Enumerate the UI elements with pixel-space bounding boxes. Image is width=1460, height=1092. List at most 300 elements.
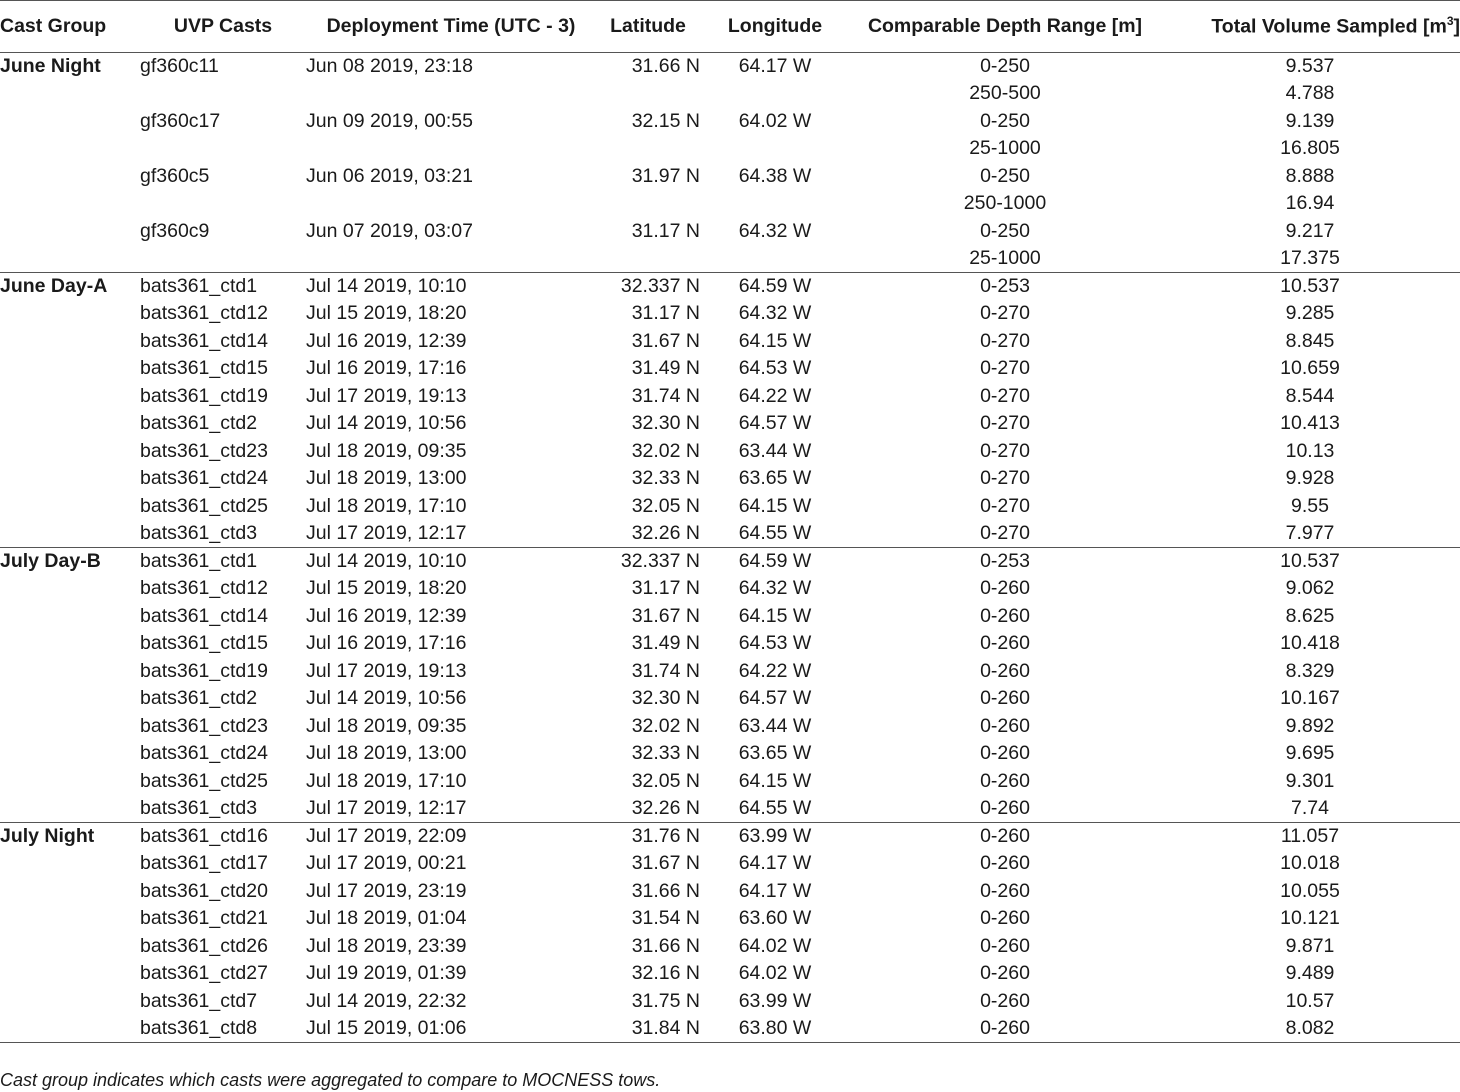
uvp-cast-cell: gf360c17 (140, 109, 221, 132)
cast-group-cell (0, 630, 140, 658)
uvp-cast-cell: bats361_ctd3 (140, 522, 258, 544)
total-volume-cell: 8.082 (1160, 1015, 1460, 1043)
depth-range-cell: 0-260 (980, 989, 1030, 1012)
uvp-cast-cell: bats361_ctd16 (140, 823, 306, 851)
deployment-time-cell: Jul 18 2019, 09:35 (306, 439, 467, 462)
header-uvp-casts: UVP Casts (140, 1, 306, 53)
table-row (0, 410, 1460, 438)
table-row (0, 163, 1460, 191)
longitude-cell: 64.22 W (738, 659, 812, 682)
uvp-cast-cell: gf360c5 (140, 164, 210, 187)
latitude-cell: 31.66 N (631, 879, 700, 902)
deployment-time-cell: Jul 16 2019, 17:16 (306, 357, 467, 380)
header-row (0, 1, 1460, 53)
depth-range-cell: 0-260 (980, 934, 1030, 957)
latitude-cell: 31.67 N (631, 329, 700, 352)
table-footnote: Cast group indicates which casts were aggregated to compare to MOCNESS tows. (0, 1070, 661, 1090)
cast-group-cell (0, 245, 140, 273)
depth-range-cell: 0-270 (980, 522, 1030, 544)
table-row (0, 135, 1460, 163)
uvp-cast-cell: bats361_ctd20 (140, 879, 268, 902)
uvp-cast-cell: bats361_ctd26 (140, 934, 268, 957)
total-volume-cell: 7.977 (1285, 522, 1335, 544)
total-volume-cell: 10.055 (1280, 879, 1340, 902)
header-cast-group: Cast Group (0, 1, 140, 53)
table-row (0, 823, 1460, 851)
table-row (0, 988, 1460, 1016)
cast-group-cell: July Day-B (0, 548, 140, 576)
total-volume-cell: 8.329 (1285, 659, 1335, 682)
uvp-cast-cell: bats361_ctd25 (140, 769, 268, 792)
longitude-cell: 64.57 W (738, 687, 812, 710)
latitude-cell: 32.05 N (631, 769, 700, 792)
header-total-volume (1160, 1, 1460, 53)
total-volume-cell: 10.13 (1285, 439, 1335, 462)
latitude-cell (596, 135, 700, 163)
total-volume-cell: 4.788 (1285, 82, 1335, 105)
cast-group-cell (0, 603, 140, 631)
table-row (0, 273, 1460, 301)
uvp-cast-cell: bats361_ctd12 (140, 302, 268, 325)
depth-range-cell: 25-1000 (969, 137, 1041, 160)
cast-group-cell (0, 988, 140, 1016)
depth-range-cell: 0-250 (980, 164, 1030, 187)
total-volume-cell: 9.55 (1291, 494, 1329, 517)
deployment-time-cell: Jul 16 2019, 12:39 (306, 604, 467, 627)
table-row (0, 878, 1460, 906)
longitude-cell: 63.80 W (700, 1015, 850, 1043)
cast-group-cell (0, 850, 140, 878)
depth-range-cell: 0-270 (980, 302, 1030, 325)
uvp-cast-cell: bats361_ctd25 (140, 494, 268, 517)
cast-group-cell (0, 878, 140, 906)
cast-group-cell (0, 355, 140, 383)
depth-range-cell: 0-260 (980, 852, 1030, 875)
table-row (0, 300, 1460, 328)
table-row (0, 355, 1460, 383)
uvp-cast-cell: bats361_ctd12 (140, 577, 268, 600)
uvp-cast-cell: bats361_ctd23 (140, 439, 268, 462)
longitude-cell: 64.15 W (738, 769, 812, 792)
total-volume-cell: 17.375 (1280, 247, 1340, 269)
longitude-cell: 64.32 W (738, 577, 812, 600)
total-volume-cell: 9.139 (1285, 109, 1335, 132)
total-volume-cell: 10.018 (1280, 852, 1340, 875)
deployment-time-cell: Jul 18 2019, 17:10 (306, 769, 467, 792)
cast-group-cell (0, 575, 140, 603)
uvp-cast-cell: gf360c11 (140, 55, 219, 77)
deployment-time-cell: Jul 18 2019, 09:35 (306, 714, 467, 737)
latitude-cell: 32.26 N (631, 522, 700, 544)
longitude-cell: 63.65 W (738, 742, 812, 765)
depth-range-cell: 0-260 (980, 962, 1030, 985)
uvp-cast-cell: bats361_ctd2 (140, 687, 258, 710)
cast-group-cell (0, 410, 140, 438)
table-row (0, 328, 1460, 356)
latitude-cell: 31.66 N (631, 55, 700, 77)
longitude-cell: 64.38 W (738, 164, 812, 187)
depth-range-cell: 0-270 (980, 329, 1030, 352)
table-row (0, 245, 1460, 273)
deployment-time-cell: Jul 18 2019, 23:39 (306, 934, 467, 957)
depth-range-cell: 0-250 (980, 219, 1030, 242)
latitude-cell (596, 245, 700, 273)
table-row (0, 575, 1460, 603)
depth-range-cell: 0-260 (980, 714, 1030, 737)
deployment-time-cell: Jul 16 2019, 12:39 (306, 329, 467, 352)
deployment-time-cell (306, 245, 596, 273)
longitude-cell: 64.15 W (738, 604, 812, 627)
latitude-cell: 31.74 N (631, 659, 700, 682)
deployment-time-cell: Jul 14 2019, 10:56 (306, 412, 467, 435)
cast-group-cell (0, 300, 140, 328)
longitude-cell: 64.17 W (738, 55, 812, 77)
depth-range-cell: 0-270 (980, 439, 1030, 462)
latitude-cell: 31.66 N (631, 934, 700, 957)
deployment-time-cell: Jul 18 2019, 01:04 (306, 907, 467, 930)
longitude-cell: 64.17 W (738, 879, 812, 902)
longitude-cell (700, 190, 850, 218)
longitude-cell: 63.44 W (738, 714, 812, 737)
depth-range-cell: 0-270 (980, 494, 1030, 517)
latitude-cell: 31.84 N (596, 1015, 700, 1043)
total-volume-cell: 10.418 (1280, 632, 1340, 655)
depth-range-cell: 0-260 (980, 604, 1030, 627)
cast-group-cell (0, 328, 140, 356)
cast-group-cell (0, 768, 140, 796)
longitude-cell: 64.53 W (738, 632, 812, 655)
latitude-cell: 31.74 N (631, 384, 700, 407)
total-volume-cell: 9.871 (1285, 934, 1335, 957)
latitude-cell: 32.16 N (631, 962, 700, 985)
longitude-cell: 64.22 W (738, 384, 812, 407)
deployment-time-cell (306, 135, 596, 163)
cast-group-cell (0, 960, 140, 988)
table-row (0, 190, 1460, 218)
total-volume-cell: 9.537 (1285, 55, 1335, 77)
cast-group-cell (0, 520, 140, 548)
total-volume-cell: 9.062 (1285, 577, 1335, 600)
table-row (0, 630, 1460, 658)
uvp-cast-cell (140, 190, 306, 218)
uvp-cast-cell: bats361_ctd8 (140, 1015, 306, 1043)
table-row (0, 768, 1460, 796)
deployment-time-cell: Jun 06 2019, 03:21 (306, 164, 473, 187)
uvp-cast-cell: bats361_ctd15 (140, 357, 268, 380)
table-row (0, 960, 1460, 988)
latitude-cell: 32.337 N (596, 548, 700, 576)
latitude-cell: 32.33 N (631, 742, 700, 765)
latitude-cell: 31.97 N (631, 164, 700, 187)
cast-group-cell: June Day-A (0, 273, 140, 301)
depth-range-cell: 0-270 (980, 412, 1030, 435)
deployment-time-cell: Jul 15 2019, 18:20 (306, 302, 467, 325)
deployment-time-cell: Jul 14 2019, 10:10 (306, 548, 596, 576)
depth-range-cell: 0-260 (980, 687, 1030, 710)
depth-range-cell: 0-250 (980, 55, 1030, 77)
depth-range-cell: 250-500 (969, 82, 1041, 105)
header-latitude: Latitude (596, 1, 700, 53)
table-row (0, 465, 1460, 493)
cast-group-cell (0, 465, 140, 493)
longitude-cell: 63.44 W (738, 439, 812, 462)
total-volume-cell: 8.845 (1285, 329, 1335, 352)
deployment-time-cell: Jun 07 2019, 03:07 (306, 219, 473, 242)
table-row (0, 218, 1460, 246)
deployment-time-cell: Jul 18 2019, 17:10 (306, 494, 467, 517)
deployment-time-cell: Jul 17 2019, 12:17 (306, 797, 467, 819)
depth-range-cell: 0-260 (850, 823, 1160, 851)
total-volume-cell: 9.217 (1285, 219, 1335, 242)
deployment-time-cell: Jul 18 2019, 13:00 (306, 742, 467, 765)
total-volume-cell: 8.625 (1285, 604, 1335, 627)
depth-range-cell: 0-270 (980, 384, 1030, 407)
deployment-time-cell: Jul 17 2019, 12:17 (306, 522, 467, 544)
deployment-time-cell: Jul 17 2019, 19:13 (306, 659, 467, 682)
header-depth-range: Comparable Depth Range [m] (850, 1, 1160, 53)
latitude-cell: 31.49 N (631, 632, 700, 655)
cast-group-cell: July Night (0, 823, 140, 851)
deployment-time-cell: Jul 17 2019, 00:21 (306, 852, 467, 875)
uvp-cast-cell (140, 135, 306, 163)
table-row (0, 905, 1460, 933)
depth-range-cell: 0-260 (980, 632, 1030, 655)
longitude-cell: 64.17 W (738, 852, 812, 875)
total-volume-cell: 16.94 (1285, 192, 1335, 215)
depth-range-cell: 0-260 (980, 742, 1030, 765)
total-volume-cell: 9.695 (1285, 742, 1335, 765)
total-volume-cell: 9.928 (1285, 467, 1335, 490)
longitude-cell (700, 135, 850, 163)
total-volume-cell: 11.057 (1160, 823, 1460, 851)
uvp-cast-cell (140, 80, 306, 108)
latitude-cell: 31.54 N (631, 907, 700, 930)
latitude-cell: 31.67 N (631, 852, 700, 875)
deployment-time-cell: Jul 14 2019, 22:32 (306, 989, 467, 1012)
depth-range-cell: 0-260 (980, 797, 1030, 819)
table-row (0, 658, 1460, 686)
depth-range-cell: 0-260 (980, 659, 1030, 682)
depth-range-cell: 0-270 (980, 357, 1030, 380)
deployment-time-cell: Jul 19 2019, 01:39 (306, 962, 467, 985)
depth-range-cell: 0-253 (850, 548, 1160, 576)
depth-range-cell: 0-260 (980, 577, 1030, 600)
uvp-cast-cell: bats361_ctd19 (140, 659, 268, 682)
latitude-cell: 32.15 N (631, 109, 700, 132)
header-total-volume-exponent: 3 (1446, 14, 1454, 29)
longitude-cell: 64.32 W (738, 219, 812, 242)
uvp-cast-cell: bats361_ctd1 (140, 273, 306, 301)
latitude-cell: 32.02 N (631, 714, 700, 737)
cast-group-cell (0, 905, 140, 933)
uvp-cast-cell: bats361_ctd21 (140, 907, 268, 930)
cast-group-cell (0, 80, 140, 108)
longitude-cell: 64.15 W (738, 329, 812, 352)
longitude-cell (700, 245, 850, 273)
cast-group-cell (0, 190, 140, 218)
deployment-time-cell: Jul 14 2019, 10:10 (306, 273, 596, 301)
longitude-cell: 64.32 W (738, 302, 812, 325)
total-volume-cell: 7.74 (1291, 797, 1329, 819)
longitude-cell: 64.55 W (738, 797, 812, 819)
latitude-cell: 32.30 N (631, 687, 700, 710)
deployment-time-cell: Jul 17 2019, 19:13 (306, 384, 467, 407)
uvp-cast-cell: bats361_ctd7 (140, 989, 258, 1012)
longitude-cell: 64.15 W (738, 494, 812, 517)
deployment-time-cell: Jul 15 2019, 18:20 (306, 577, 467, 600)
longitude-cell: 64.02 W (738, 934, 812, 957)
deployment-time-cell: Jun 09 2019, 00:55 (306, 109, 473, 132)
uvp-cast-cell: bats361_ctd19 (140, 384, 268, 407)
latitude-cell: 32.33 N (631, 467, 700, 490)
total-volume-cell: 9.301 (1285, 769, 1335, 792)
depth-range-cell: 0-250 (980, 109, 1030, 132)
total-volume-cell: 10.413 (1280, 412, 1340, 435)
total-volume-cell: 9.489 (1285, 962, 1335, 985)
latitude-cell (596, 80, 700, 108)
table-row (0, 933, 1460, 961)
table-row (0, 713, 1460, 741)
cast-group-cell (0, 135, 140, 163)
depth-range-cell: 25-1000 (969, 247, 1041, 269)
uvp-cast-cell: bats361_ctd15 (140, 632, 268, 655)
cast-group-cell (0, 658, 140, 686)
depth-range-cell: 0-260 (980, 907, 1030, 930)
depth-range-cell: 0-253 (850, 273, 1160, 301)
depth-range-cell: 0-260 (980, 879, 1030, 902)
total-volume-cell: 10.659 (1280, 357, 1340, 380)
cast-group-cell (0, 438, 140, 466)
table-row (0, 383, 1460, 411)
longitude-cell: 63.65 W (738, 467, 812, 490)
table-row (0, 438, 1460, 466)
deployment-time-cell: Jul 16 2019, 17:16 (306, 632, 467, 655)
longitude-cell: 63.99 W (738, 989, 812, 1012)
cast-group-cell (0, 713, 140, 741)
longitude-cell: 64.59 W (700, 548, 850, 576)
uvp-cast-cell: bats361_ctd23 (140, 714, 268, 737)
longitude-cell: 64.53 W (738, 357, 812, 380)
header-total-volume-label: Total Volume Sampled [m (1211, 15, 1447, 38)
table-row (0, 520, 1460, 548)
cast-group-cell (0, 163, 140, 191)
total-volume-cell: 8.888 (1285, 164, 1335, 187)
longitude-cell: 64.02 W (738, 962, 812, 985)
table-row (0, 850, 1460, 878)
depth-range-cell: 250-1000 (963, 192, 1047, 215)
cast-group-cell (0, 218, 140, 246)
uvp-cast-cell: bats361_ctd3 (140, 797, 258, 819)
cast-group-cell: June Night (0, 55, 101, 77)
uvp-cast-cell: bats361_ctd24 (140, 742, 268, 765)
cast-group-cell (0, 933, 140, 961)
cast-group-cell (0, 493, 140, 521)
deployment-time-cell: Jul 17 2019, 23:19 (306, 879, 467, 902)
uvp-cast-cell (140, 245, 306, 273)
deployment-time-cell: Jul 18 2019, 13:00 (306, 467, 467, 490)
longitude-cell (700, 80, 850, 108)
cast-group-cell (0, 685, 140, 713)
longitude-cell: 64.55 W (738, 522, 812, 544)
latitude-cell: 31.17 N (631, 302, 700, 325)
depth-range-cell: 0-260 (980, 769, 1030, 792)
uvp-cast-cell: bats361_ctd17 (140, 852, 268, 875)
uvp-cast-cell: bats361_ctd2 (140, 412, 258, 435)
cast-group-cell (0, 383, 140, 411)
table-row (0, 603, 1460, 631)
latitude-cell: 31.17 N (631, 219, 700, 242)
longitude-cell: 64.02 W (738, 109, 812, 132)
cast-group-cell (0, 740, 140, 768)
latitude-cell: 32.337 N (596, 273, 700, 301)
total-volume-cell: 10.537 (1160, 273, 1460, 301)
longitude-cell: 64.57 W (738, 412, 812, 435)
table-row (0, 740, 1460, 768)
table-row (0, 493, 1460, 521)
latitude-cell (596, 190, 700, 218)
latitude-cell: 31.49 N (631, 357, 700, 380)
total-volume-cell: 8.544 (1285, 384, 1335, 407)
deployment-time-cell: Jul 17 2019, 22:09 (306, 823, 596, 851)
total-volume-cell: 10.121 (1280, 907, 1340, 930)
latitude-cell: 31.76 N (596, 823, 700, 851)
latitude-cell: 31.17 N (631, 577, 700, 600)
total-volume-cell: 9.285 (1285, 302, 1335, 325)
cast-group-cell (0, 1015, 140, 1043)
table-row (0, 685, 1460, 713)
table-body (0, 53, 1460, 1043)
total-volume-cell: 10.57 (1285, 989, 1335, 1012)
total-volume-cell: 10.537 (1160, 548, 1460, 576)
deployment-time-cell: Jun 08 2019, 23:18 (306, 55, 473, 77)
deployment-time-cell (306, 80, 596, 108)
table-row (0, 108, 1460, 136)
longitude-cell: 64.59 W (700, 273, 850, 301)
uvp-cast-cell: bats361_ctd14 (140, 329, 268, 352)
uvp-cast-cell: bats361_ctd14 (140, 604, 268, 627)
table-row (0, 1015, 1460, 1043)
longitude-cell: 63.99 W (700, 823, 850, 851)
longitude-cell: 63.60 W (738, 907, 812, 930)
total-volume-cell: 9.892 (1285, 714, 1335, 737)
depth-range-cell: 0-270 (980, 467, 1030, 490)
header-total-volume-bracket: ] (1453, 15, 1460, 38)
depth-range-cell: 0-260 (850, 1015, 1160, 1043)
total-volume-cell: 16.805 (1280, 137, 1340, 160)
latitude-cell: 31.75 N (631, 989, 700, 1012)
latitude-cell: 32.05 N (631, 494, 700, 517)
uvp-cast-cell: bats361_ctd27 (140, 962, 268, 985)
latitude-cell: 32.26 N (631, 797, 700, 819)
uvp-cast-cell: bats361_ctd1 (140, 548, 306, 576)
table-row (0, 80, 1460, 108)
deployment-time-cell (306, 190, 596, 218)
table-row (0, 53, 1460, 81)
cast-group-cell (0, 108, 140, 136)
deployment-time-cell: Jul 15 2019, 01:06 (306, 1015, 596, 1043)
table-row (0, 795, 1460, 823)
latitude-cell: 32.02 N (631, 439, 700, 462)
header-longitude: Longitude (700, 1, 850, 53)
total-volume-cell: 10.167 (1280, 687, 1340, 710)
cast-group-cell (0, 795, 140, 823)
header-deployment-time: Deployment Time (UTC - 3) (306, 1, 596, 53)
uvp-cast-cell: bats361_ctd24 (140, 467, 268, 490)
latitude-cell: 31.67 N (631, 604, 700, 627)
deployment-time-cell: Jul 14 2019, 10:56 (306, 687, 467, 710)
table-row (0, 548, 1460, 576)
latitude-cell: 32.30 N (631, 412, 700, 435)
